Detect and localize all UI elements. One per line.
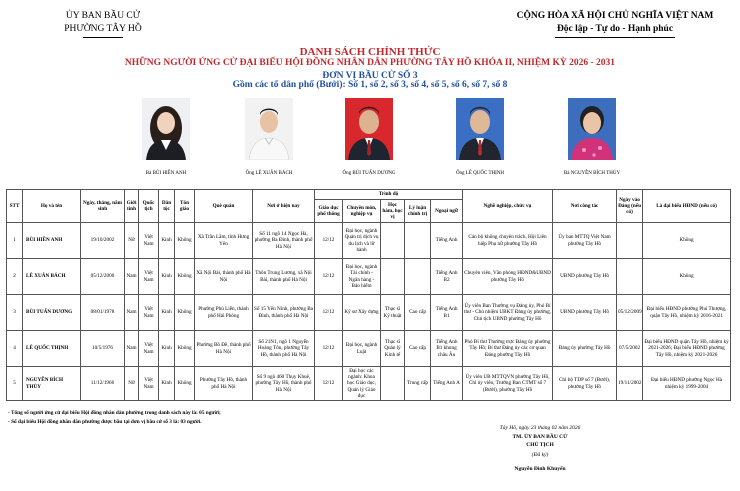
note-line-2: - Số đại biểu Hội đồng nhân dân phường được bầu tại đơn vị bầu cử số 3 là: 03 người. <box>8 419 202 425</box>
col-hometown: Quê quán <box>195 190 253 223</box>
cell-hometown: Phường Tây Hồ, thành phố Hà Nội <box>195 367 253 401</box>
table-row <box>7 295 731 331</box>
candidate-caption-1: Bà BÙI HIỀN ANH <box>145 171 187 176</box>
electoral-unit: ĐƠN VỊ BẦU CỬ SỐ 3 <box>322 71 418 81</box>
cell-religion: Không <box>175 331 195 367</box>
national-motto-1: CỘNG HÒA XÃ HỘI CHỦ NGHĨA VIỆT NAM <box>516 11 714 21</box>
cell-specialty: Đại học các ngành: Khoa học Giáo dục, Quản lý Giáo dục <box>343 367 381 401</box>
cell-religion: Không <box>175 223 195 259</box>
candidate-photo-3 <box>345 98 393 160</box>
notes <box>8 409 221 427</box>
cell-specialty: Đại học, ngành Tài chính - Ngân hàng - Bảo hiểm <box>343 259 381 295</box>
col-language: Ngoại ngữ <box>431 200 463 223</box>
issuer-line-2: PHƯỜNG TÂY HỒ <box>64 24 142 34</box>
cell-party-date: 07/5/2002 <box>617 331 643 367</box>
table-header-row-1 <box>7 190 731 200</box>
cell-general-edu: 12/12 <box>315 295 343 331</box>
col-general-edu: Giáo dục phổ thông <box>315 200 343 223</box>
col-gender: Giới tính <box>125 190 139 223</box>
motto-underline <box>555 37 675 38</box>
cell-religion: Không <box>175 259 195 295</box>
signature-status: (Đã ký) <box>531 452 549 458</box>
cell-hometown: Xã Trần Lãm, tỉnh Hưng Yên <box>195 223 253 259</box>
document-title: DANH SÁCH CHÍNH THỨC <box>299 46 441 58</box>
document-subtitle: NHỮNG NGƯỜI ỨNG CỬ ĐẠI BIỂU HỘI ĐỒNG NHÂN DÂN PHƯỜNG TÂY HỒ KHÓA II, NHIỆM KỲ 2026 - 2031 <box>124 58 616 68</box>
cell-hdnd: Đại biểu HĐND phường Ngọc Hà nhiệm kỳ 1999-2004 <box>643 367 731 401</box>
cell-nationality: Việt Nam <box>139 259 159 295</box>
cell-ethnicity: Kinh <box>159 259 175 295</box>
cell-stt: 4 <box>7 331 23 367</box>
col-degree: Học hàm, học vị <box>381 200 405 223</box>
cell-hometown: Phường Phù Liễn, thành phố Hải Phòng <box>195 295 253 331</box>
cell-nationality: Việt Nam <box>139 331 159 367</box>
cell-gender: Nữ <box>125 367 139 401</box>
cell-party-date <box>617 259 643 295</box>
cell-stt: 2 <box>7 259 23 295</box>
cell-name: LÊ QUỐC THỊNH <box>23 331 81 367</box>
cell-dob: 11/12/1966 <box>81 367 125 401</box>
electoral-unit-areas: Gồm các tổ dân phố (Bưởi): Số 1, số 2, số 3, số 4, số 5, số 6, số 7, số 8 <box>232 80 508 90</box>
cell-hdnd: Không <box>643 259 731 295</box>
col-party-date: Ngày vào Đảng (nếu có) <box>617 190 643 223</box>
table-body <box>7 223 731 401</box>
cell-political: Cao cấp <box>405 295 431 331</box>
cell-degree: Thạc sĩ Kỹ thuật <box>381 295 405 331</box>
cell-hdnd: Đại biểu HĐND quận Tây Hồ, nhiệm kỳ 2021-2026; Đại biểu HĐND phường Tây Hồ, nhiệm kỳ 2021-2026 <box>643 331 731 367</box>
cell-specialty: Đại học, ngành Quản trị dịch vụ du lịch và lữ hành <box>343 223 381 259</box>
col-hdnd: Là đại biểu HĐND (nếu có) <box>643 190 731 223</box>
cell-degree: Thạc sĩ Quản lý Kinh tế <box>381 331 405 367</box>
cell-ethnicity: Kinh <box>159 367 175 401</box>
candidate-photo-1 <box>142 98 190 160</box>
cell-hometown: Phường Bồ Đề, thành phố Hà Nội <box>195 331 253 367</box>
col-nationality: Quốc tịch <box>139 190 159 223</box>
cell-occupation: Cán bộ không chuyên trách, Hội Liên hiệp Phụ nữ phường Tây Hồ <box>463 223 553 259</box>
cell-language: Tiếng Anh B2 <box>431 259 463 295</box>
col-stt: STT <box>7 190 23 223</box>
col-workplace: Nơi công tác <box>553 190 617 223</box>
cell-gender: Nữ <box>125 223 139 259</box>
candidate-photo-4 <box>456 98 504 160</box>
cell-residence: Thôn Trung Lương, xã Nội Bài, thành phố Hà Nội <box>253 259 315 295</box>
cell-ethnicity: Kinh <box>159 331 175 367</box>
cell-hdnd: Đại biểu HĐND phường Phú Thượng, quận Tây Hồ, nhiệm kỳ 2016-2021 <box>643 295 731 331</box>
col-ethnicity: Dân tộc <box>159 190 175 223</box>
cell-workplace: UBND phường Tây Hồ <box>553 295 617 331</box>
cell-language: Tiếng Anh B1 <box>431 295 463 331</box>
cell-residence: Số 15 Yên Ninh, phường Ba Đình, thành phố Hà Nội <box>253 295 315 331</box>
cell-political: Trung cấp <box>405 367 431 401</box>
cell-religion: Không <box>175 367 195 401</box>
cell-workplace: UBND phường Tây Hồ <box>553 259 617 295</box>
cell-dob: 10/5/1976 <box>81 331 125 367</box>
candidate-caption-2: Ông LÊ XUÂN BÁCH <box>245 171 293 176</box>
issuer-line-1: ỦY BAN BẦU CỬ <box>65 11 141 21</box>
cell-occupation: Ủy viên UB MTTQVN phường Tây Hồ, Chi ủy viên, Trưởng Ban CTMT số 7 (Bưởi), phường Tây Hồ <box>463 367 553 401</box>
cell-degree <box>381 259 405 295</box>
cell-gender: Nam <box>125 259 139 295</box>
issuer-underline <box>83 37 123 38</box>
cell-degree <box>381 367 405 401</box>
cell-residence: Số 21N1, ngõ 1 Nguyễn Hoàng Tôn, phường Tây Hồ, thành phố Hà Nội <box>253 331 315 367</box>
cell-stt: 5 <box>7 367 23 401</box>
col-occupation: Nghề nghiệp, chức vụ <box>463 190 553 223</box>
cell-name: LÊ XUÂN BÁCH <box>23 259 81 295</box>
cell-general-edu: 12/12 <box>315 367 343 401</box>
col-religion: Tôn giáo <box>175 190 195 223</box>
cell-language: Tiếng Anh <box>431 223 463 259</box>
col-name: Họ và tên <box>23 190 81 223</box>
cell-occupation: Phó Bí thư Thường trực Đảng ủy phường Tây Hồ; Bí thư Đảng ủy các cơ quan Đảng phường Tây Hồ <box>463 331 553 367</box>
cell-nationality: Việt Nam <box>139 367 159 401</box>
candidate-caption-4: Ông LÊ QUỐC THỊNH <box>455 171 505 176</box>
cell-political <box>405 259 431 295</box>
candidate-table <box>6 189 731 401</box>
signature-org: TM. ỦY BAN BẦU CỬ <box>512 434 568 440</box>
cell-hometown: Xã Nội Bài, thành phố Hà Nội <box>195 259 253 295</box>
col-education-group: Trình độ <box>315 190 463 200</box>
signature-name: Nguyễn Đình Khuyến <box>514 466 566 472</box>
cell-party-date <box>617 223 643 259</box>
cell-nationality: Việt Nam <box>139 295 159 331</box>
col-specialty: Chuyên môn, nghiệp vụ <box>343 200 381 223</box>
cell-residence: Số 11 ngõ 14 Ngọc Hà, phường Ba Đình, thành phố Hà Nội <box>253 223 315 259</box>
cell-language: Tiếng Anh B1 khung châu Âu <box>431 331 463 367</box>
cell-gender: Nam <box>125 331 139 367</box>
national-header <box>505 10 725 38</box>
cell-nationality: Việt Nam <box>139 223 159 259</box>
col-dob: Ngày, tháng, năm sinh <box>81 190 125 223</box>
cell-party-date: 19/11/2002 <box>617 367 643 401</box>
cell-specialty: Kỹ sư Xây dựng <box>343 295 381 331</box>
cell-hdnd: Không <box>643 223 731 259</box>
cell-stt: 1 <box>7 223 23 259</box>
national-motto-2: Độc lập - Tự do - Hạnh phúc <box>556 24 674 34</box>
table-row <box>7 259 731 295</box>
table-row <box>7 223 731 259</box>
table-row <box>7 367 731 401</box>
cell-gender: Nam <box>125 295 139 331</box>
cell-dob: 08/01/1978 <box>81 295 125 331</box>
cell-workplace: Ủy ban MTTQ Việt Nam phường Tây Hồ <box>553 223 617 259</box>
cell-specialty: Đại học, ngành Luật <box>343 331 381 367</box>
table-row <box>7 331 731 367</box>
cell-residence: Số 9 ngõ 460 Thụy Khuê, phường Tây Hồ, thành phố Hà Nội <box>253 367 315 401</box>
cell-party-date: 05/12/2009 <box>617 295 643 331</box>
cell-occupation: Ủy viên Ban Thường vụ Đảng ủy, Phó Bí thư - Chủ nhiệm UBKT Đảng ủy phường, Chủ tịch UBND phường Tây Hồ <box>463 295 553 331</box>
cell-political <box>405 223 431 259</box>
cell-name: NGUYỄN BÍCH THỦY <box>23 367 81 401</box>
cell-name: BÙI TUẤN DƯƠNG <box>23 295 81 331</box>
issuer-header <box>28 10 178 38</box>
cell-stt: 3 <box>7 295 23 331</box>
cell-political: Cao cấp <box>405 331 431 367</box>
signature-date: Tây Hồ, ngày 23 tháng 02 năm 2026 <box>499 425 581 431</box>
candidate-photo-5 <box>568 98 616 160</box>
cell-occupation: Chuyên viên, Văn phòng HĐND&UBND phường Tây Hồ <box>463 259 553 295</box>
cell-general-edu: 12/12 <box>315 259 343 295</box>
cell-workplace: Chi bộ TDP số 7 (Bưởi), phường Tây Hồ <box>553 367 617 401</box>
cell-language: Tiếng Anh A <box>431 367 463 401</box>
note-line-1: - Tổng số người ứng cử đại biểu Hội đồng nhân dân phường trong danh sách này là: 05 người; <box>8 410 221 416</box>
cell-religion: Không <box>175 295 195 331</box>
candidate-photo-2 <box>245 98 293 160</box>
cell-name: BÙI HIỀN ANH <box>23 223 81 259</box>
cell-ethnicity: Kinh <box>159 223 175 259</box>
cell-dob: 19/10/2002 <box>81 223 125 259</box>
cell-general-edu: 12/12 <box>315 223 343 259</box>
cell-ethnicity: Kinh <box>159 295 175 331</box>
candidate-caption-5: Bà NGUYỄN BÍCH THỦY <box>563 171 621 176</box>
cell-workplace: Đảng ủy phường Tây Hồ <box>553 331 617 367</box>
cell-degree <box>381 223 405 259</box>
col-residence: Nơi ở hiện nay <box>253 190 315 223</box>
cell-general-edu: 12/12 <box>315 331 343 367</box>
signature-role: CHỦ TỊCH <box>526 442 554 448</box>
candidate-caption-3: Ông BÙI TUẤN DƯƠNG <box>342 171 396 176</box>
col-political: Lý luận chính trị <box>405 200 431 223</box>
cell-dob: 05/12/2000 <box>81 259 125 295</box>
